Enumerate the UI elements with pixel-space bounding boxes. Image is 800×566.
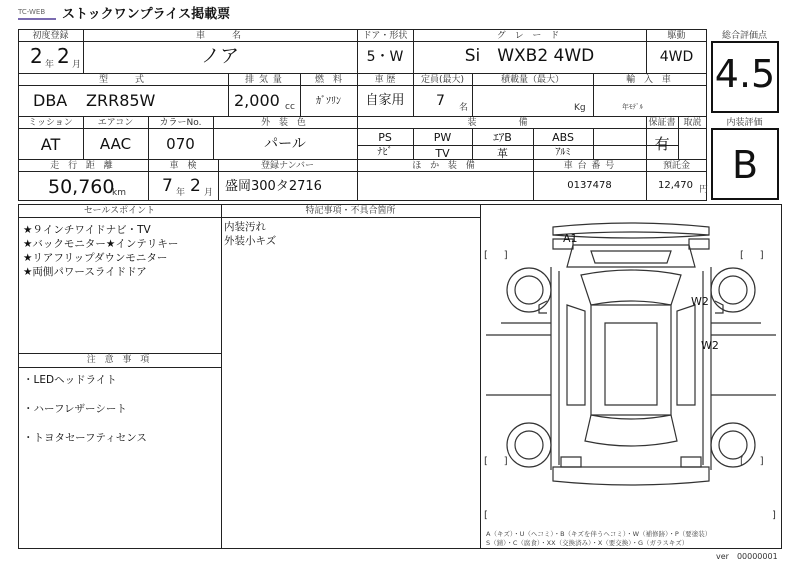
equip-r2-c1: ﾅﾋﾞ xyxy=(377,147,393,158)
door-type-label: ドア・形状 xyxy=(362,31,408,41)
door-type: 5・W xyxy=(366,49,404,65)
grade: Si WXB2 4WD xyxy=(464,46,595,66)
manual-label: 取説 xyxy=(683,118,702,128)
equip-r2-c2: TV xyxy=(435,147,450,160)
overall-score-label: 総合評価点 xyxy=(721,31,767,41)
deposit-label: 預託金 xyxy=(662,161,690,171)
selling-point-3: ★リアフリップダウンモニター xyxy=(23,252,168,264)
aircon: AAC xyxy=(99,135,132,153)
damage-mark-w2-upper: W2 xyxy=(691,295,709,308)
first-reg-year-unit: 年 xyxy=(45,60,55,70)
fuel-label: 燃 料 xyxy=(314,75,342,85)
deposit-unit: 円 xyxy=(699,185,709,195)
mileage-unit: km xyxy=(112,188,126,198)
equip-r1-c3: ｴｱB xyxy=(493,131,512,144)
history: 自家用 xyxy=(365,93,405,108)
logo-text: TC-WEB xyxy=(18,8,46,16)
equip-r2-c3: 革 xyxy=(497,147,508,160)
special-note-1: 内装汚れ xyxy=(224,221,266,233)
bracket-br: [ ] xyxy=(740,456,764,467)
special-notes-label: 特記事項・不具合箇所 xyxy=(305,206,396,216)
damage-mark-w2-lower: W2 xyxy=(701,339,719,352)
version-text: ver 00000001 xyxy=(716,552,778,561)
selling-point-1: ★９インチワイドナビ・TV xyxy=(23,224,151,236)
warranty-label: 保証書 xyxy=(648,118,676,128)
inspection-month-unit: 月 xyxy=(204,188,214,198)
damage-mark-a1: A1 xyxy=(563,232,578,245)
equip-r1-c2: PW xyxy=(433,131,452,144)
interior-score: B xyxy=(731,143,759,187)
equip-r1-c1: PS xyxy=(378,131,392,144)
drive: 4WD xyxy=(659,49,694,65)
bracket-bottom-r: ] xyxy=(772,510,776,521)
legend-line-1: A（キズ）・U（ヘコミ）・B（キズを伴うヘコミ）・W（補修跡）・P（要塗装） xyxy=(486,530,712,538)
caution-1: ・LEDヘッドライト xyxy=(23,374,117,386)
capacity-label: 定員(最大) xyxy=(420,75,465,85)
selling-point-2: ★バックモニター★インテリキー xyxy=(23,238,179,250)
chassis-label: 車 台 番 号 xyxy=(563,161,616,171)
selling-points-label: セールスポイント xyxy=(83,206,156,216)
first-reg-label: 初度登録 xyxy=(32,31,69,41)
plate: 盛岡300タ2716 xyxy=(225,179,322,194)
warranty: 有 xyxy=(654,135,670,153)
caution-label: 注 意 事 項 xyxy=(86,355,153,365)
other-label: ほ か 装 備 xyxy=(412,161,478,171)
plate-label: 登録ナンバー xyxy=(261,161,314,171)
color-no-label: カラーNo. xyxy=(159,118,202,128)
legend-line-2: S（錆）・C（腐食）・XX（交換済み）・X（要交換）・G（ガラスキズ） xyxy=(486,539,689,547)
drive-label: 駆動 xyxy=(667,31,686,41)
car-name-label: 車 名 xyxy=(195,31,244,41)
mission: AT xyxy=(40,135,61,154)
equipment-label: 装 備 xyxy=(467,118,536,128)
model-prefix: DBA xyxy=(33,91,68,110)
history-label: 車 歴 xyxy=(374,75,396,85)
mileage-label: 走 行 距 離 xyxy=(50,161,116,171)
equip-r2-c4: ｱﾙﾐ xyxy=(555,147,571,158)
bracket-tl: [ ] xyxy=(484,250,508,261)
fuel: ｶﾞｿﾘﾝ xyxy=(316,96,341,107)
tc-web-logo xyxy=(18,6,56,20)
first-reg-month: 2 xyxy=(57,44,70,68)
caution-3: ・トヨタセーフティセンス xyxy=(23,432,147,444)
interior-score-label: 内装評価 xyxy=(726,118,763,128)
bracket-bottom-l: [ xyxy=(484,510,488,521)
inspection-year-unit: 年 xyxy=(176,188,186,198)
import-label: 輸 入 車 xyxy=(626,75,674,85)
model: ZRR85W xyxy=(86,91,156,110)
capacity-unit: 名 xyxy=(459,103,469,113)
mission-label: ミッション xyxy=(28,118,73,128)
chassis: 0137478 xyxy=(567,180,612,191)
color-no: 070 xyxy=(166,135,195,153)
mileage: 50,760 xyxy=(48,176,115,198)
import-note: 年ﾓﾃﾞﾙ xyxy=(622,103,643,111)
first-reg-month-unit: 月 xyxy=(72,60,82,70)
displacement: 2,000 xyxy=(234,91,280,110)
displacement-label: 排 気 量 xyxy=(245,75,283,85)
bracket-bl: [ ] xyxy=(484,456,508,467)
model-label: 型 式 xyxy=(98,75,147,85)
inspection-month: 2 xyxy=(190,176,201,196)
page-title: ストックワンプライス掲載票 xyxy=(62,7,231,22)
load-label: 積載量（最大） xyxy=(500,75,564,85)
overall-score: 4.5 xyxy=(714,52,776,96)
load-unit: Kg xyxy=(574,103,586,113)
exterior-color-label: 外 装 色 xyxy=(261,118,309,128)
special-note-2: 外装小キズ xyxy=(224,235,277,247)
exterior-color: パール xyxy=(264,136,306,152)
first-reg-year: 2 xyxy=(30,44,43,68)
grade-label: グ レ ー ド xyxy=(496,31,563,41)
deposit: 12,470 xyxy=(658,180,693,191)
inspection-year: 7 xyxy=(162,176,173,196)
inspection-label: 車 検 xyxy=(169,161,197,171)
car-name: ノア xyxy=(200,45,239,67)
selling-point-4: ★両側パワースライドドア xyxy=(23,266,147,278)
equip-r1-c4: ABS xyxy=(552,131,574,144)
capacity: 7 xyxy=(436,93,445,109)
caution-2: ・ハーフレザーシート xyxy=(23,403,127,415)
bracket-tr: [ ] xyxy=(740,250,764,261)
aircon-label: エアコン xyxy=(97,118,134,128)
car-damage-diagram xyxy=(481,205,781,533)
displacement-unit: cc xyxy=(285,102,295,112)
